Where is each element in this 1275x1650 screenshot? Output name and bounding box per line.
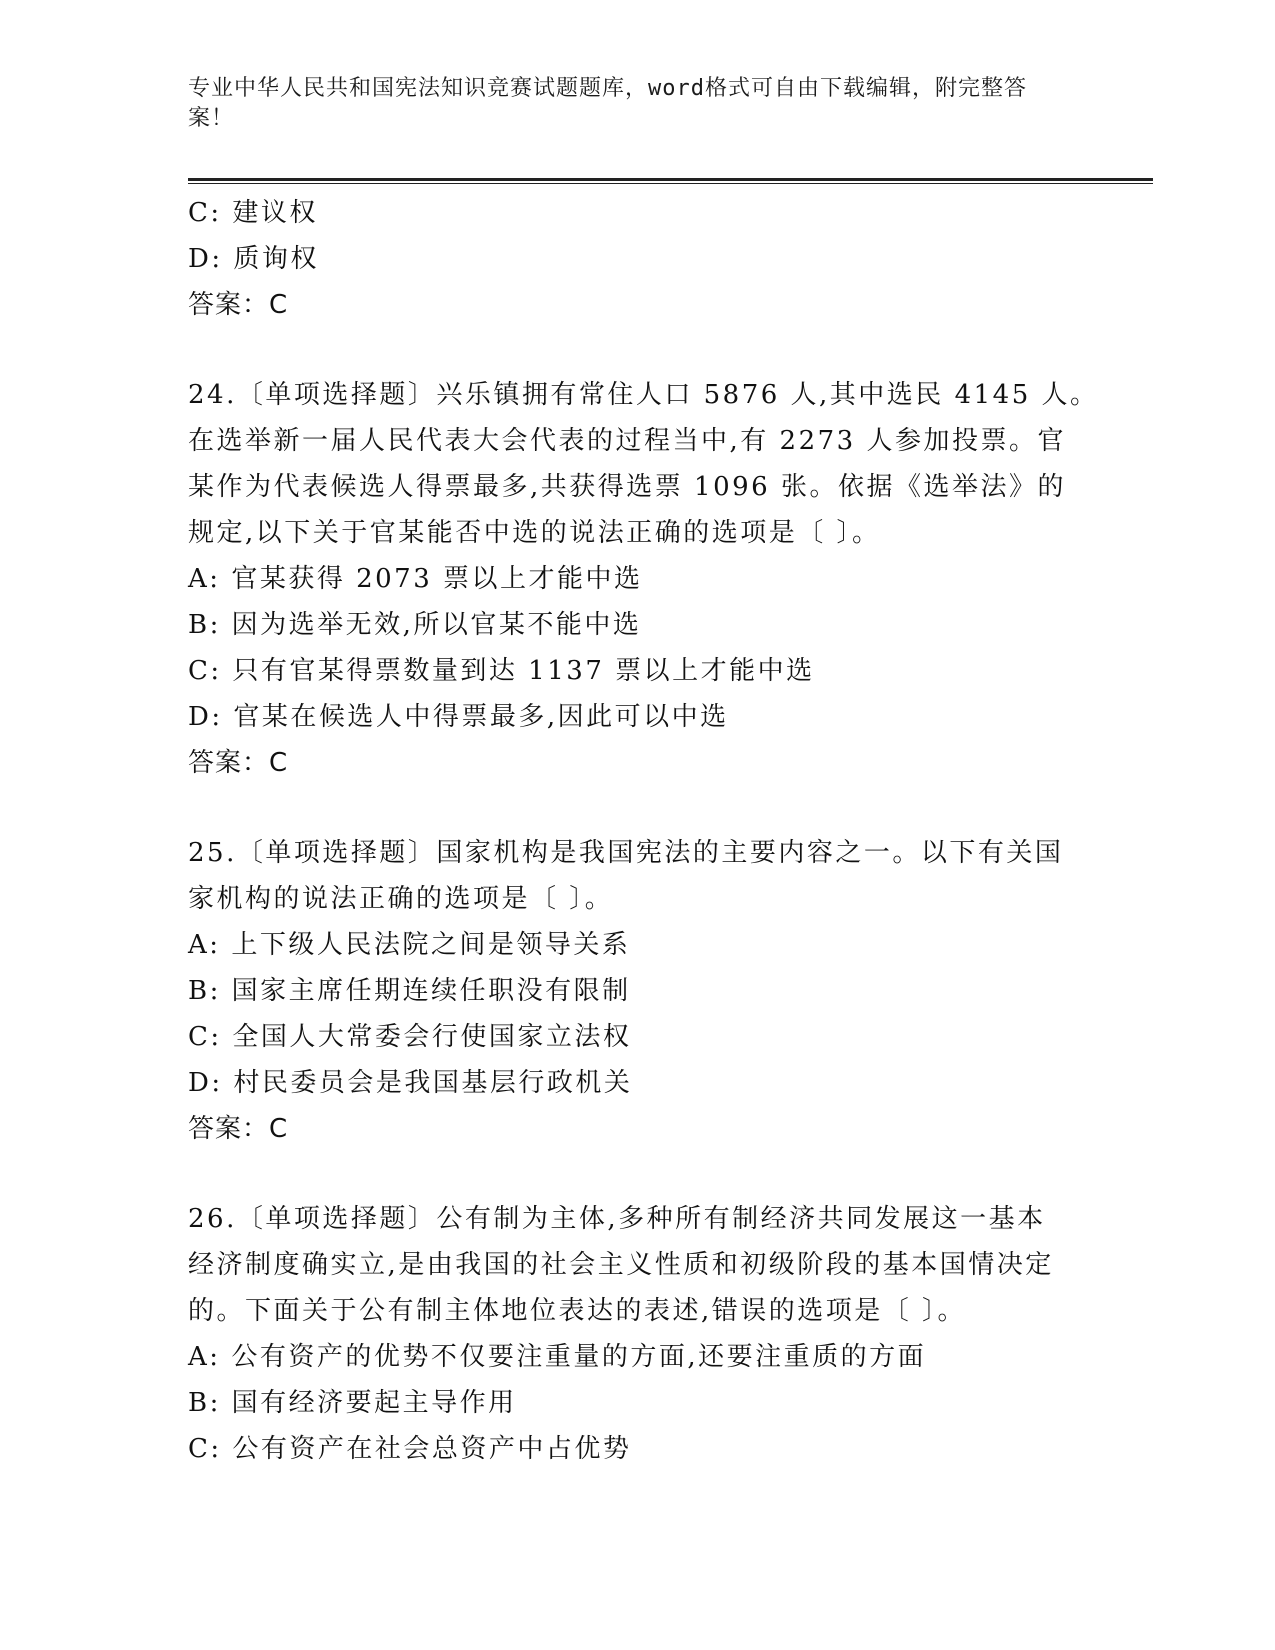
question-24 — [188, 372, 1099, 786]
option-line — [188, 1380, 1068, 1426]
option-letter: B: — [188, 976, 221, 1006]
question-26 — [188, 1196, 1068, 1472]
option-line — [188, 556, 1068, 602]
option-text: 全国人大常委会行使国家立法权 — [232, 1022, 632, 1052]
answer-line: 答案：C — [188, 290, 289, 320]
answer-line: 答案：C — [188, 748, 289, 778]
question-stem-line: 经济制度确实立,是由我国的社会主义性质和初级阶段的基本国情决定 — [188, 1250, 1054, 1280]
option-line — [188, 648, 1068, 694]
option-letter: D: — [188, 244, 223, 274]
option-text: 因为选举无效,所以官某不能中选 — [231, 610, 642, 640]
option-line — [188, 236, 1068, 282]
question-stem-line: 某作为代表候选人得票最多,共获得选票 1096 张。依据《选举法》的 — [188, 472, 1066, 502]
option-letter: A: — [188, 1342, 221, 1372]
option-line — [188, 922, 1068, 968]
question-stem-line: 规定,以下关于官某能否中选的说法正确的选项是〔 〕。 — [188, 518, 881, 548]
option-line — [188, 1014, 1068, 1060]
option-letter: A: — [188, 564, 221, 594]
option-letter: D: — [188, 702, 223, 732]
option-letter: B: — [188, 1388, 221, 1418]
option-line — [188, 1060, 1068, 1106]
option-letter: C: — [188, 656, 222, 686]
header-rule — [188, 178, 1153, 181]
option-line — [188, 190, 1068, 236]
option-text: 上下级人民法院之间是领导关系 — [231, 930, 631, 960]
option-line — [188, 1426, 1068, 1472]
question-stem-line: 24.〔单项选择题〕兴乐镇拥有常住人口 5876 人,其中选民 4145 人。 — [188, 380, 1099, 410]
option-letter: D: — [188, 1068, 223, 1098]
option-letter: C: — [188, 198, 222, 228]
option-text: 公有资产在社会总资产中占优势 — [232, 1434, 632, 1464]
option-letter: A: — [188, 930, 221, 960]
option-line — [188, 1334, 1068, 1380]
option-text: 国家主席任期连续任职没有限制 — [231, 976, 631, 1006]
option-text: 国有经济要起主导作用 — [231, 1388, 517, 1418]
option-text: 公有资产的优势不仅要注重量的方面,还要注重质的方面 — [231, 1342, 927, 1372]
question-stem-line: 在选举新一届人民代表大会代表的过程当中,有 2273 人参加投票。官 — [188, 426, 1066, 456]
question-stem-line: 26.〔单项选择题〕公有制为主体,多种所有制经济共同发展这一基本 — [188, 1204, 1046, 1234]
option-line — [188, 694, 1068, 740]
option-text: 建议权 — [232, 198, 318, 228]
question-stem-line: 25.〔单项选择题〕国家机构是我国宪法的主要内容之一。以下有关国 — [188, 838, 1064, 868]
document-body — [188, 190, 1099, 1472]
option-letter: B: — [188, 610, 221, 640]
option-line — [188, 602, 1068, 648]
question-stem-line: 家机构的说法正确的选项是〔 〕。 — [188, 884, 614, 914]
header-rule-thin — [188, 183, 1153, 184]
option-text: 村民委员会是我国基层行政机关 — [233, 1068, 633, 1098]
page-header: 专业中华人民共和国宪法知识竞赛试题题库，word格式可自由下载编辑，附完整答案！ — [188, 76, 1027, 131]
option-text: 只有官某得票数量到达 1137 票以上才能中选 — [232, 656, 815, 686]
option-letter: C: — [188, 1434, 222, 1464]
question-25 — [188, 830, 1068, 1152]
option-text: 官某获得 2073 票以上才能中选 — [231, 564, 643, 594]
question-stem-line: 的。下面关于公有制主体地位表达的表述,错误的选项是〔 〕。 — [188, 1296, 967, 1326]
option-letter: C: — [188, 1022, 222, 1052]
option-text: 质询权 — [233, 244, 319, 274]
option-line — [188, 968, 1068, 1014]
option-text: 官某在候选人中得票最多,因此可以中选 — [233, 702, 729, 732]
answer-line: 答案：C — [188, 1114, 289, 1144]
